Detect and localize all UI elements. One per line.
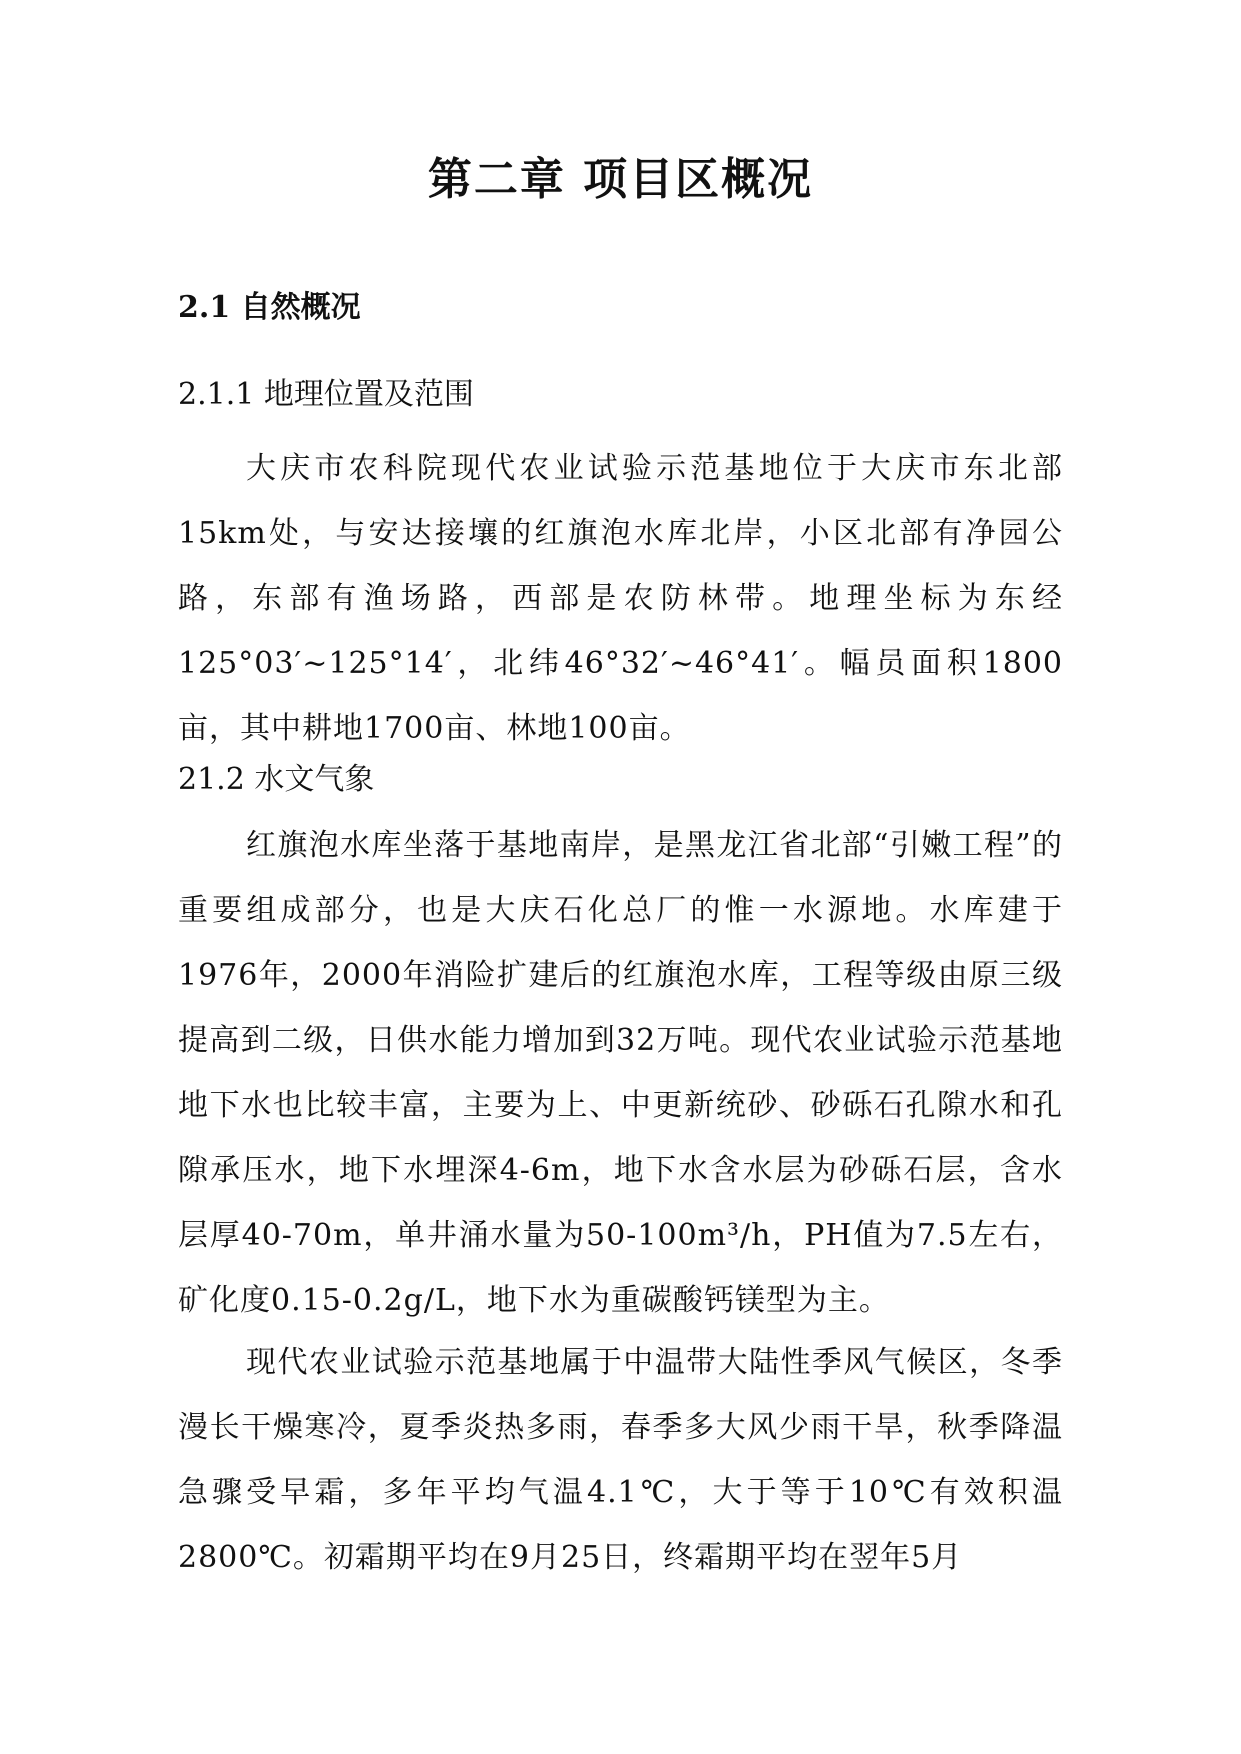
paragraph-hydrology: 红旗泡水库坐落于基地南岸，是黑龙江省北部“引嫩工程”的重要组成部分，也是大庆石化总厂的惟一水源地。水库建于1976年，2000年消险扩建后的红旗泡水库，工程等级由原三级提高到二级，日供水能力增加到32万吨。现代农业试验示范基地地下水也比较丰富，主要为上、中更新统砂、砂砾石孔隙水和孔隙承压水，地下水埋深4-6m，地下水含水层为砂砾石层，含水层厚40-70m，单井涌水量为50-100m³/h，PH值为7.5左右，矿化度0.15-0.2g/L，地下水为重碳酸钙镁型为主。	[178, 828, 1063, 1318]
chapter-title: 第二章 项目区概况	[427, 154, 814, 205]
subsection-heading-hydrology: 21.2 水文气象	[178, 762, 375, 797]
paragraph-location: 大庆市农科院现代农业试验示范基地位于大庆市东北部15km处，与安达接壤的红旗泡水库北岸，小区北部有净园公路，东部有渔场路，西部是农防林带。地理坐标为东经125°03′~125°14′，北纬46°32′~46°41′。幅员面积1800亩，其中耕地1700亩、林地100亩。	[178, 451, 1063, 746]
paragraph-climate: 现代农业试验示范基地属于中温带大陆性季风气候区，冬季漫长干燥寒冷，夏季炎热多雨，春季多大风少雨干旱，秋季降温急骤受早霜，多年平均气温4.1℃，大于等于10℃有效积温2800℃。初霜期平均在9月25日，终霜期平均在翌年5月	[178, 1345, 1063, 1575]
section-heading: 2.1 自然概况	[178, 290, 361, 325]
subsection-heading-location: 2.1.1 地理位置及范围	[178, 377, 474, 412]
